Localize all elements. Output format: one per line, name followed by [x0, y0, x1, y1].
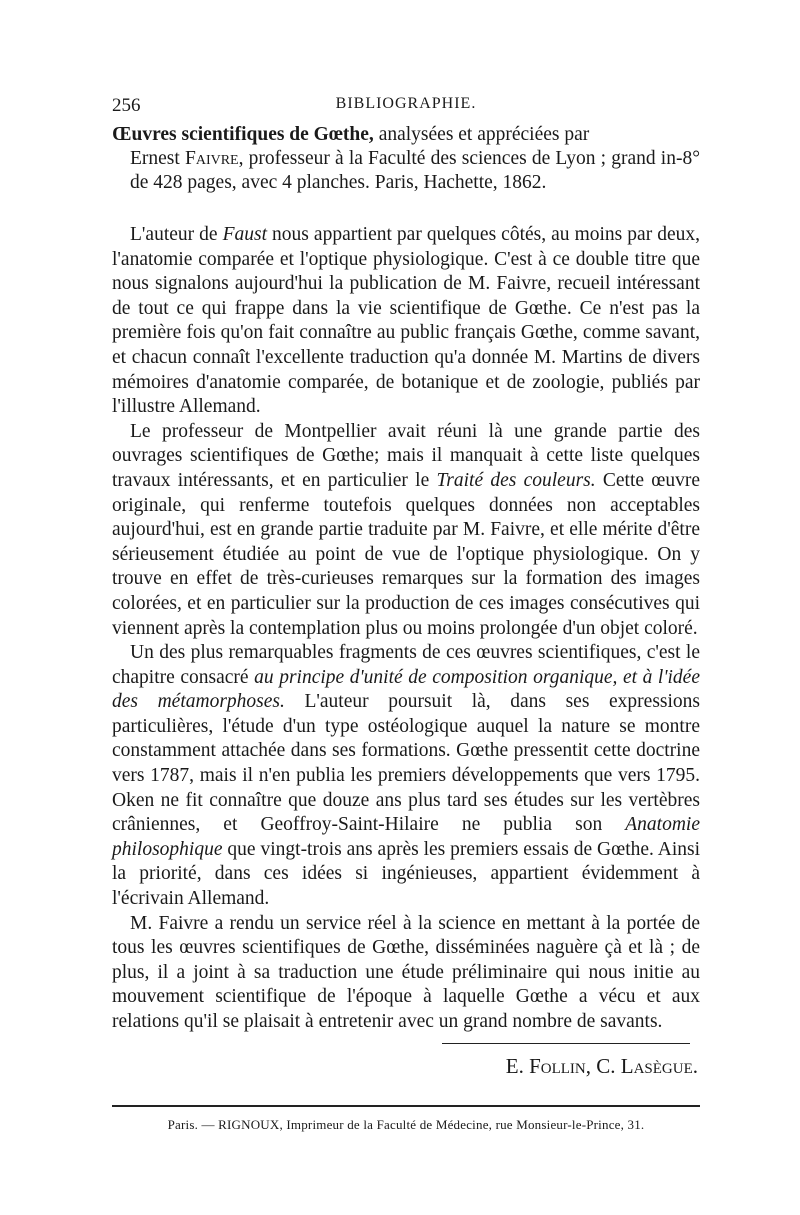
book-author: Faivre [184, 148, 239, 169]
signature: E. Follin, C. Lasègue. [505, 1053, 698, 1078]
faust-title: Faust [222, 224, 268, 245]
book-details [112, 147, 700, 195]
p1-text-a: L'auteur de [130, 224, 223, 245]
traite-title: Traité des couleurs. [436, 469, 596, 491]
author-prefix: Ernest [130, 148, 185, 169]
page-number: 256 [112, 95, 141, 116]
footer-rule [112, 1105, 700, 1107]
page-header [112, 95, 700, 121]
paragraph-4: M. Faivre a rendu un service réel à la science en mettant à la portée de tous les œuvres scientifiques de Gœthe, disséminées naguère çà et là ; de plus, il a joint à sa traduction une étude préliminaire qui nous initie au mouvement scientifique de l'époque à laquelle Gœthe a vécu et aux relations qu'il se plaisait à entretenir avec un grand nombre de savants. [112, 912, 700, 1032]
p2-text-b: Cette œuvre originale, qui renferme toutefois quelques données non acceptables aujourd'hui, est en grande partie traduite par M. Faivre, et elle mérite d'être sérieusement étudiée au point de vue de l'optique physiologique. On y trouve en effet de très-curieuses remarques sur la formation des images colorées, et en particulier sur la production de ces images consécutives qui viennent après la contemplation plus ou moins prolongée d'un objet coloré. [112, 469, 701, 639]
p2-text-a: Le professeur de Montpellier avait réuni là une grande partie des ouvrages scientifiques de Gœthe; mais il manquait à cette liste quelques travaux intéressants, et en particulier le [112, 420, 700, 491]
paragraph-3 [112, 641, 700, 912]
p1-text-b: nous appartient par quelques côtés, au moins par deux, l'anatomie comparée et l'optique physiologique. C'est à ce double titre que nous signalons aujourd'hui la publication de M. Faivre, recueil intéressant de tout ce qui frappe dans la vie scientifique de Gœthe. Ce n'est pas la première fois qu'on fait connaître au public français Gœthe, comme savant, et chacun connaît l'excellente traduction qu'a donnée M. Martins de divers mémoires d'anatomie comparée, de botanique et de zoologie, publiés par l'illustre Allemand. [112, 224, 700, 418]
principe-title: au principe d'unité de composition organique, et à l'idée des métamorphoses. [112, 666, 700, 713]
signature-rule [442, 1043, 690, 1044]
p3-text-b: L'auteur poursuit là, dans ses expressions particulières, l'étude d'un type ostéologique auquel la nature se montre constamment attachée dans ses formations. Gœthe pressentit cette doctrine vers 1787, mais il n'en publia les premiers développements que vers 1795. Oken ne fit connaître que douze ans plus tard ses études sur les vertèbres crâniennes, et Geoffroy-Saint-Hilaire ne publia son [112, 691, 700, 836]
book-title: Œuvres scientifiques de Gœthe, [112, 124, 374, 145]
paragraph-1 [112, 223, 700, 420]
paragraph-2 [112, 420, 700, 641]
book-publication-info: , professeur à la Faculté des sciences de Lyon ; grand in-8° de 428 pages, avec 4 planches. Paris, Hachette, 1862. [130, 148, 700, 193]
book-line1-rest: analysées et appréciées par [373, 124, 590, 145]
p3-text-a: Un des plus remarquables fragments de ces œuvres scientifiques, c'est le chapitre consacré [112, 642, 700, 688]
anatomie-title: Anatomie philosophique [112, 814, 700, 860]
running-title: BIBLIOGRAPHIE. [335, 95, 477, 112]
p3-text-c: que vingt-trois ans après les premiers essais de Gœthe. Ainsi la priorité, dans ces idées si ingénieuses, appartient évidemment à l'écrivain Allemand. [112, 838, 700, 910]
printer-footer: Paris. — RIGNOUX, Imprimeur de la Faculté de Médecine, rue Monsieur-le-Prince, 31. [167, 1116, 645, 1132]
book-reference [112, 123, 700, 195]
